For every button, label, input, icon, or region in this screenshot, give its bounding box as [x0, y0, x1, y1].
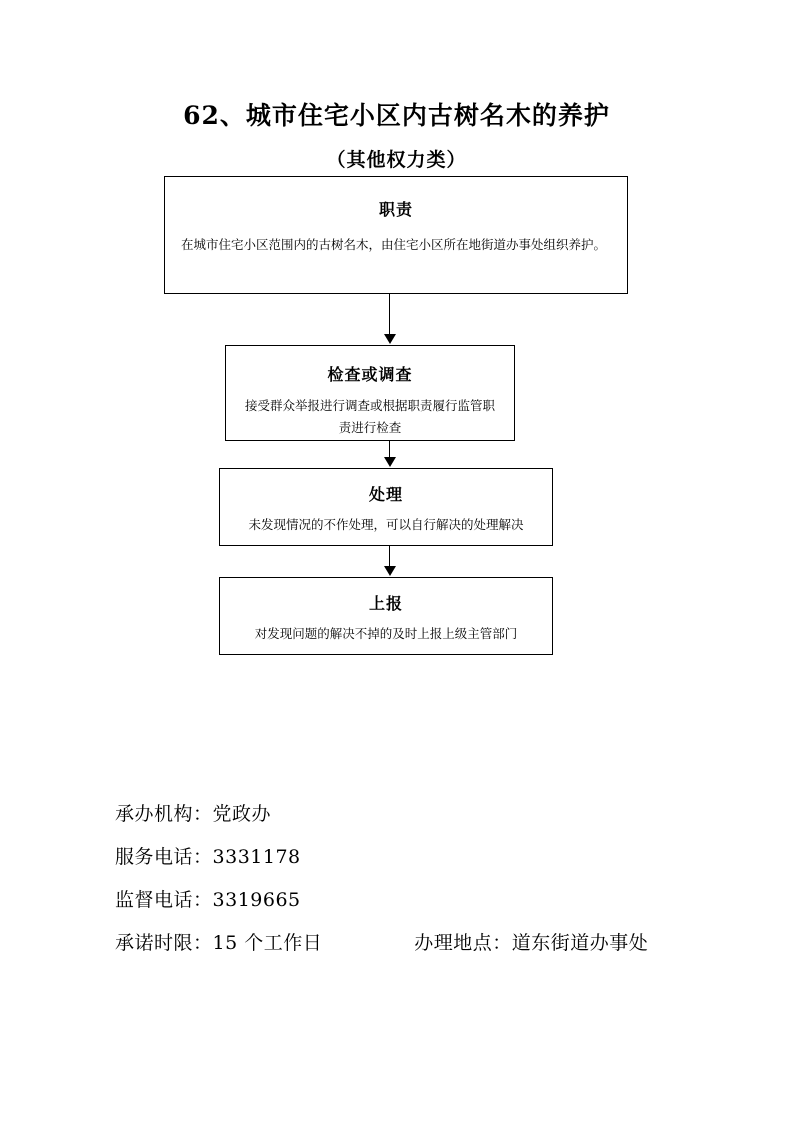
footer-label-service-phone: 服务电话： — [115, 846, 213, 868]
flow-node-handle — [219, 468, 553, 546]
footer-row-deadline-location — [115, 934, 735, 953]
footer-value-service-phone: 3331178 — [212, 846, 301, 868]
flow-node-report-text: 对发现问题的解决不掉的及时上报上级主管部门 — [254, 626, 518, 641]
footer-value-agency: 党政办 — [212, 803, 272, 825]
footer-label-agency: 承办机构： — [115, 803, 213, 825]
footer-row-agency — [115, 805, 735, 824]
footer-label-supervision-phone: 监督电话： — [115, 889, 213, 911]
footer-label-deadline: 承诺时限： — [115, 932, 213, 954]
flow-node-inspect-text: 接受群众举报进行调查或根据职责履行监管职责进行检查 — [244, 398, 495, 435]
flow-node-report — [219, 577, 553, 655]
footer-row-supervision-phone — [115, 891, 735, 910]
footer-value-deadline: 15 个工作日 — [212, 932, 323, 954]
page-title: 62、城市住宅小区内古树名木的养护 — [183, 101, 610, 130]
footer-row-service-phone — [115, 848, 735, 867]
flow-node-duty — [164, 176, 628, 294]
connector-handle-to-report-line — [389, 546, 390, 567]
footer-label-location: 办理地点： — [414, 932, 512, 954]
flow-node-handle-heading: 处理 — [368, 485, 403, 504]
connector-inspect-to-handle-line — [389, 441, 390, 458]
flow-node-inspect — [225, 345, 515, 441]
flow-node-duty-heading: 职责 — [378, 200, 413, 219]
connector-inspect-to-handle-arrow — [384, 457, 396, 467]
flow-node-handle-text: 未发现情况的不作处理，可以自行解决的处理解决 — [248, 517, 524, 532]
connector-duty-to-inspect-arrow — [384, 334, 396, 344]
flow-node-inspect-heading: 检查或调查 — [327, 365, 413, 384]
page-subtitle: （其他权力类） — [326, 149, 467, 171]
flow-node-report-heading: 上报 — [368, 594, 403, 613]
footer-value-location: 道东街道办事处 — [511, 932, 649, 954]
connector-handle-to-report-arrow — [384, 566, 396, 576]
footer-info — [115, 805, 735, 953]
flow-node-duty-text: 在城市住宅小区范围内的古树名木，由住宅小区所在地街道办事处组织养护。 — [181, 237, 607, 252]
footer-value-supervision-phone: 3319665 — [212, 889, 301, 911]
connector-duty-to-inspect-line — [389, 294, 390, 335]
